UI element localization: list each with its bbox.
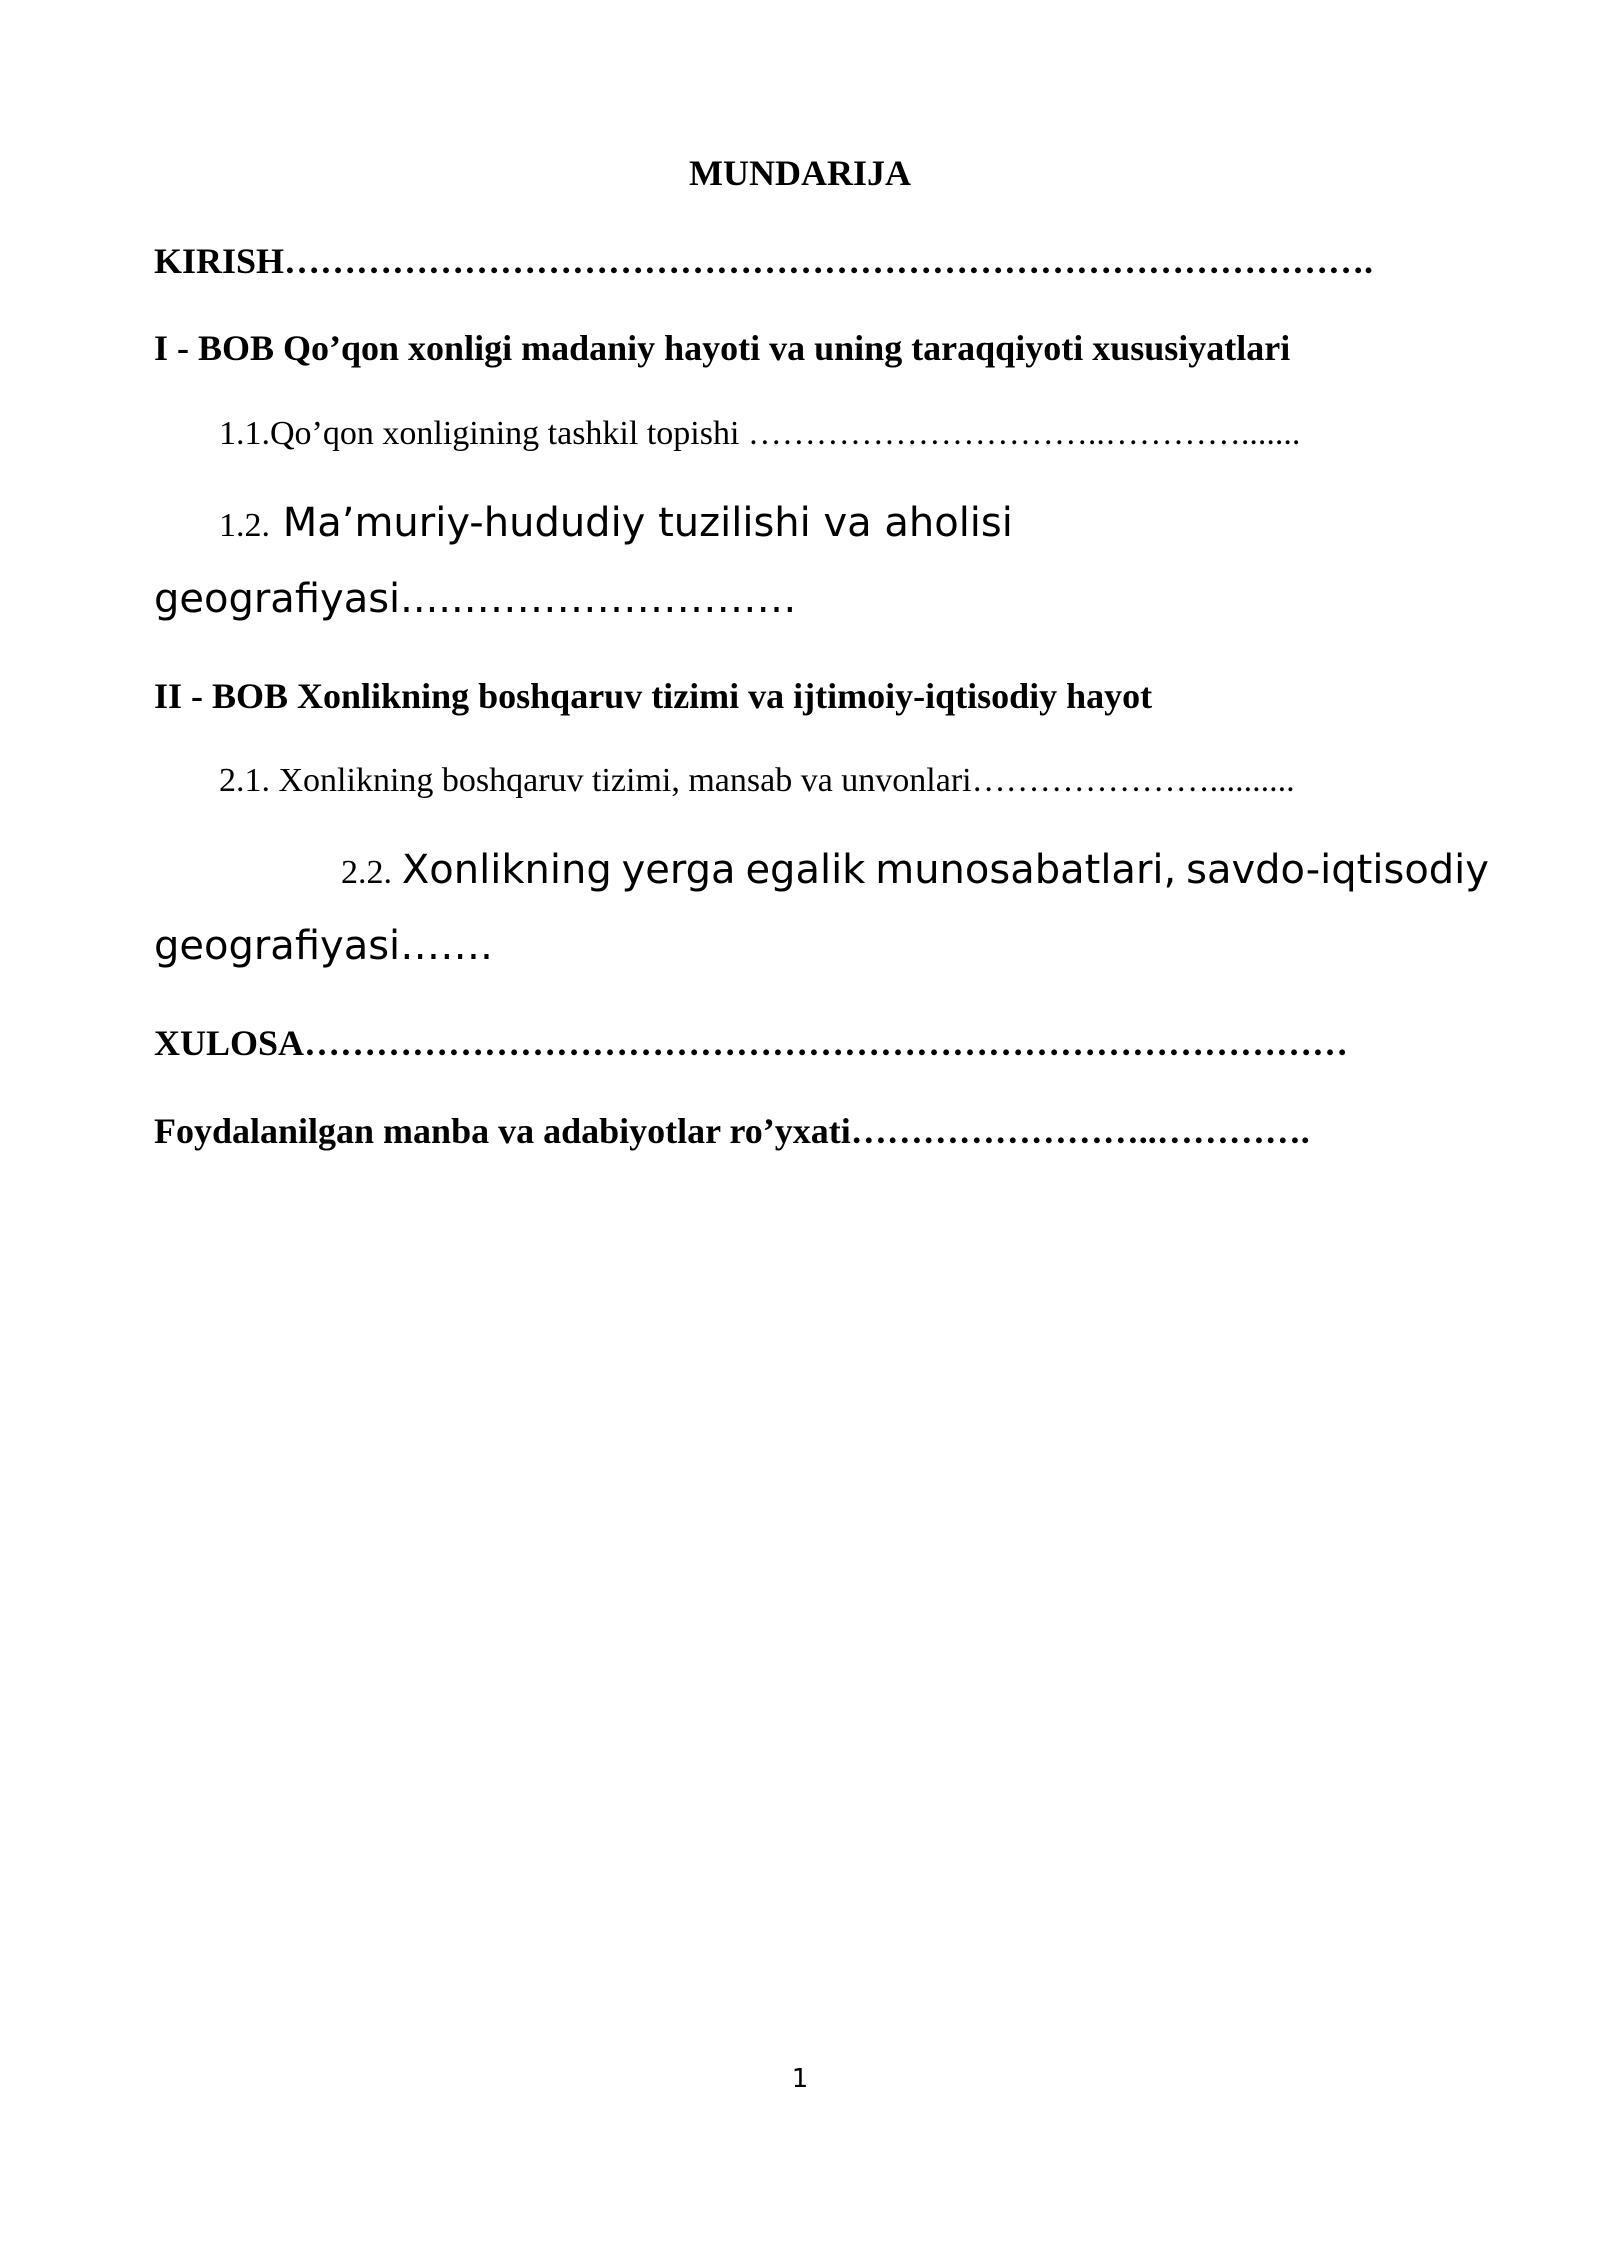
toc-entry-section-2-2 xyxy=(341,847,1489,893)
toc-entry-section-1-2 xyxy=(219,500,1013,546)
toc-entry-chapter-2: II - BOB Xonlikning boshqaruv tizimi va ijtimoiy-iqtisodiy hayot xyxy=(154,676,1153,716)
toc-word: savdo-iqtisodiy xyxy=(1186,847,1489,893)
toc-section-number: 2.2. xyxy=(341,854,392,891)
toc-entry-section-2-2-continued: geografiyasi……. xyxy=(154,923,493,969)
toc-section-title: Ma’muriy-hududiy tuzilishi va aholisi xyxy=(282,500,1013,546)
toc-entry-section-1-2-continued: geografiyasi......…………………… xyxy=(154,576,797,622)
toc-entry-xulosa: XULOSA…………………………………………………………………………… xyxy=(154,1023,1349,1063)
toc-entry-section-2-1: 2.1. Xonlikning boshqaruv tizimi, mansab va unvonlari………………….......... xyxy=(219,762,1295,799)
toc-section-number: 1.2. xyxy=(219,507,270,544)
toc-entry-chapter-1: I - BOB Qo’qon xonligi madaniy hayoti va uning taraqqiyoti xususiyatlari xyxy=(154,328,1291,368)
page-title: MUNDARIJA xyxy=(689,153,911,193)
toc-word: Xonlikning xyxy=(401,847,612,893)
toc-entry-section-1-1: 1.1.Qo’qon xonligining tashkil topishi …………………………..…………....... xyxy=(219,415,1301,452)
toc-word: munosabatlari, xyxy=(875,847,1177,893)
toc-word: egalik xyxy=(745,847,866,893)
toc-entry-references: Foydalanilgan manba va adabiyotlar ro’yxati……………………..…………. xyxy=(154,1111,1310,1151)
page-number: 1 xyxy=(791,2064,809,2094)
toc-word: yerga xyxy=(621,847,736,893)
toc-entry-kirish: KIRISH………………………………………………………………………………. xyxy=(154,241,1374,281)
